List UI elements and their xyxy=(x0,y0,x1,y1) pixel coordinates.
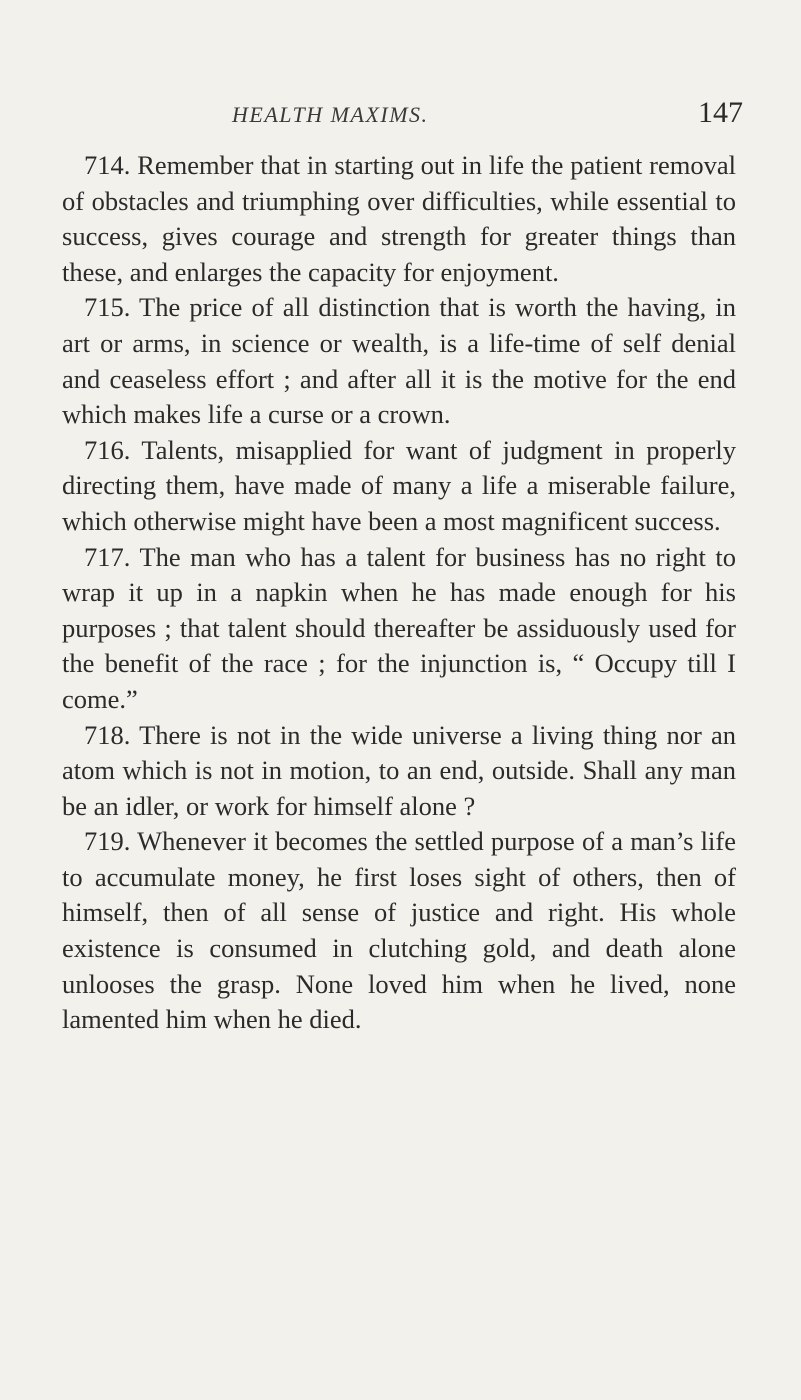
maxim-number: 719. xyxy=(84,826,131,857)
page-number: 147 xyxy=(698,96,743,129)
maxim-text: Remember that in starting out in life the patient removal of obstacles and triumphing over difficulties, while essential to success, gives courage and strength for greater things than these, and enlarges the capacity for enjoyment. xyxy=(62,150,736,287)
maxim-number: 718. xyxy=(84,719,131,750)
maxim-text: The man who has a talent for business has no right to wrap it up in a napkin when he has made enough for his purposes ; that talent should thereafter be assiduously used for the benefit of the race ; for the injunction is, “ Occupy till I come.” xyxy=(62,541,736,714)
maxim-715 xyxy=(62,290,736,432)
maxim-719 xyxy=(62,824,736,1038)
maxims-text xyxy=(62,148,736,1038)
running-title: HEALTH MAXIMS. xyxy=(232,102,429,127)
maxim-text: Talents, misapplied for want of judgment in properly directing them, have made of many a life a miserable failure, which otherwise might have been a most magnificent success. xyxy=(62,434,736,536)
maxim-number: 717. xyxy=(84,541,131,572)
maxim-number: 715. xyxy=(84,292,131,323)
running-head xyxy=(0,96,801,136)
maxim-text: Whenever it becomes the settled purpose of a man’s life to accumulate money, he first loses sight of others, then of himself, then of all sense of justice and right. His whole existence is consumed in clutching gold, and death alone unlooses the grasp. None loved him when he lived, none lamented him when he died. xyxy=(62,826,736,1035)
maxim-text: The price of all distinction that is worth the having, in art or arms, in science or wealth, is a life-time of self denial and ceaseless effort ; and after all it is the motive for the end which makes life a curse or a crown. xyxy=(62,292,736,430)
maxim-text: There is not in the wide universe a living thing nor an atom which is not in motion, to an end, outside. Shall any man be an idler, or work for himself alone ? xyxy=(62,719,736,821)
maxim-number: 714. xyxy=(84,150,131,180)
maxim-number: 716. xyxy=(84,434,131,465)
maxim-718 xyxy=(62,718,736,825)
maxim-717 xyxy=(62,540,736,718)
maxim-714 xyxy=(62,148,736,290)
maxim-716 xyxy=(62,433,736,540)
